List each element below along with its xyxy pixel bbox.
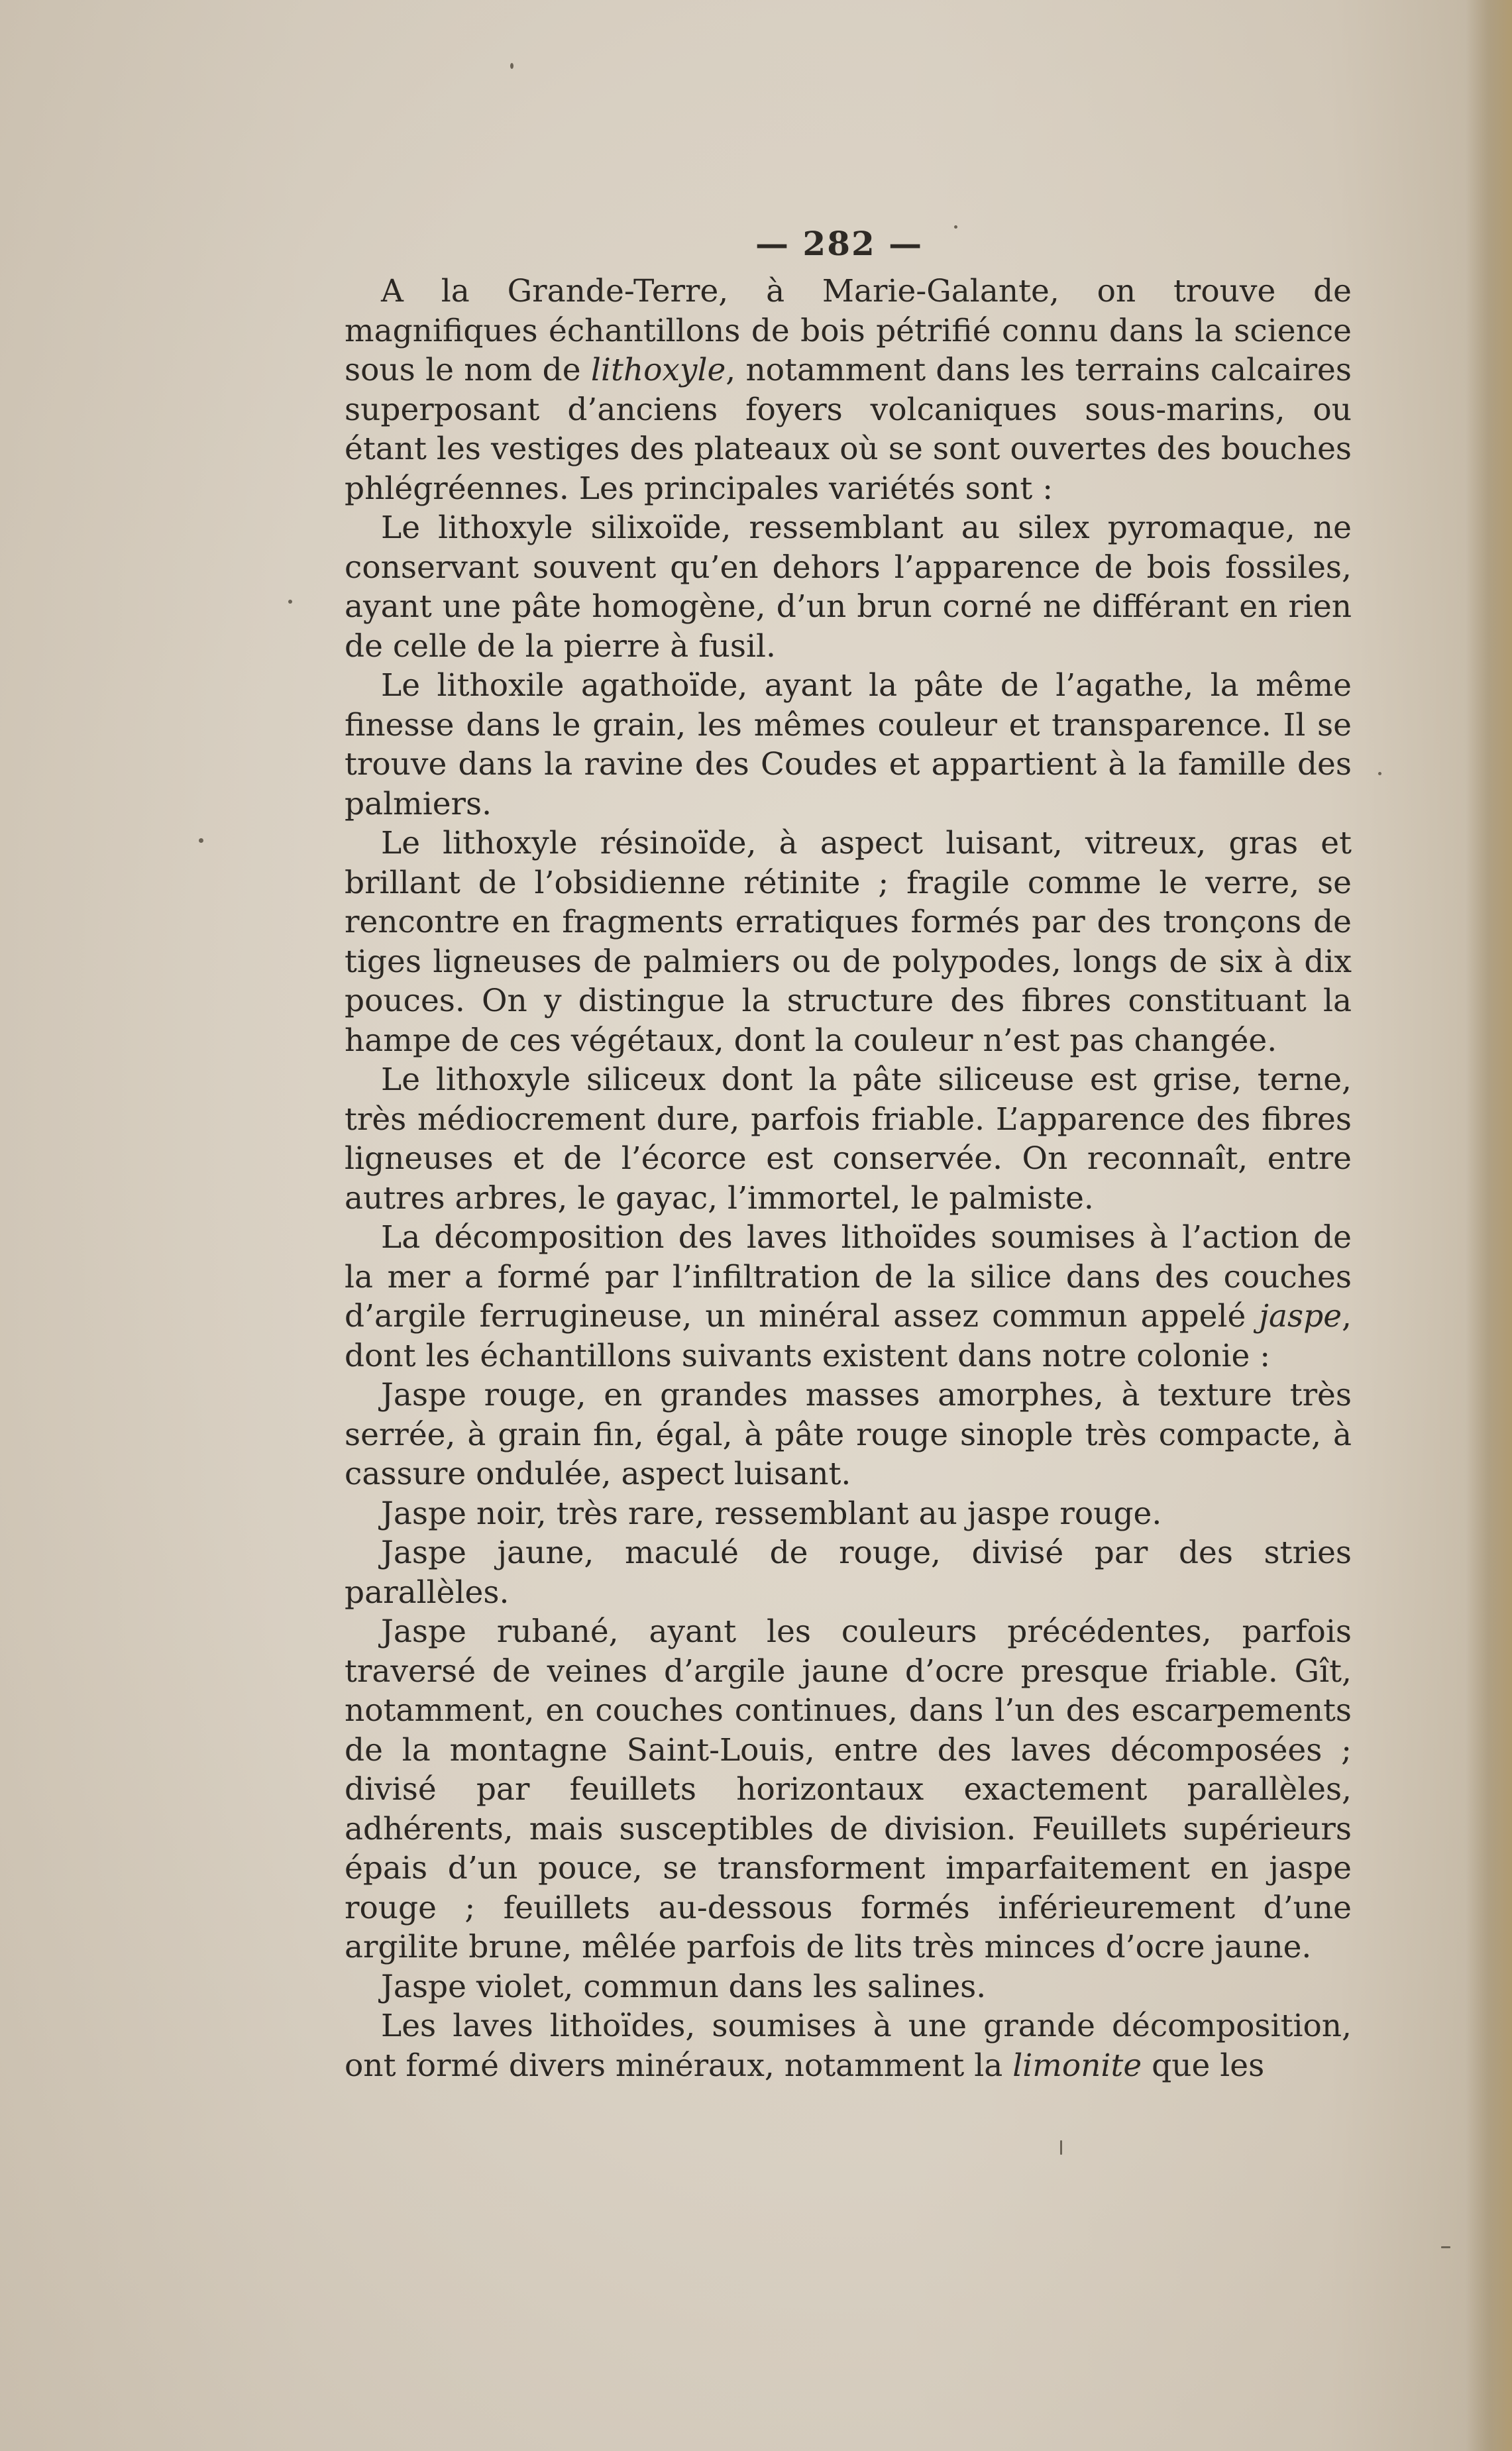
paper-speck bbox=[1441, 2246, 1450, 2248]
paragraph bbox=[345, 1376, 1352, 1494]
body-text bbox=[345, 272, 1352, 2085]
paper-speck bbox=[199, 838, 203, 843]
text-segment: Jaspe jaune, maculé de rouge, divisé par des stries parallèles. bbox=[345, 1535, 1352, 1611]
text-segment: Le lithoxyle siliceux dont la pâte siliceuse est grise, terne, très médiocrement dure, parfois friable. L’apparence des fibres ligneuses et de l’écorce est conservée. On reconnaît, entre autres arbres, le gayac, l’immortel, le palmiste. bbox=[345, 1062, 1352, 1217]
page-number: — 282 — bbox=[755, 224, 924, 263]
paragraph bbox=[345, 824, 1352, 1060]
paragraph bbox=[345, 1533, 1352, 1612]
text-segment: A la Grande-Terre, à Marie-Galante, on trouve de magnifiques échantillons de bois pétrifié connu dans la science sous le nom de bbox=[345, 273, 1352, 388]
paper-speck bbox=[510, 63, 513, 69]
paragraph bbox=[345, 2006, 1352, 2085]
paper-speck bbox=[1378, 772, 1381, 775]
paragraph bbox=[345, 272, 1352, 508]
italic-term: limonite bbox=[1012, 2047, 1142, 2084]
page-edge-shadow bbox=[1466, 0, 1512, 2451]
paragraph bbox=[345, 508, 1352, 666]
text-segment: Le lithoxyle résinoïde, à aspect luisant, vitreux, gras et brillant de l’obsidienne rétinite ; fragile comme le verre, se rencontre en fragments erratiques formés par des tronçons de tiges ligneuses de palmiers ou de polypodes, longs de six à dix pouces. On y distingue la structure des fibres constituant la hampe de ces végétaux, dont la couleur n’est pas changée. bbox=[345, 825, 1352, 1059]
paragraph bbox=[345, 1612, 1352, 1967]
text-segment: Jaspe noir, très rare, ressemblant au jaspe rouge. bbox=[381, 1495, 1162, 1532]
paper-speck bbox=[288, 600, 292, 604]
paragraph bbox=[345, 1494, 1352, 1534]
text-segment: , notamment dans les terrains calcaires superposant d’anciens foyers volcaniques sous-marins, ou étant les vestiges des plateaux où se sont ouvertes des bouches phlégréennes. Les principales variétés sont : bbox=[345, 352, 1352, 507]
italic-term: jaspe bbox=[1259, 1298, 1342, 1334]
text-segment: Jaspe rouge, en grandes masses amorphes, à texture très serrée, à grain fin, égal, à pâte rouge sinople très compacte, à cassure ondulée, aspect luisant. bbox=[345, 1377, 1352, 1492]
text-segment: Le lithoxyle silixoïde, ressemblant au silex pyromaque, ne conservant souvent qu’en dehors l’apparence de bois fossiles, ayant une pâte homogène, d’un brun corné ne différant en rien de celle de la pierre à fusil. bbox=[345, 510, 1352, 665]
text-segment: que les bbox=[1142, 2047, 1265, 2084]
text-segment: Les laves lithoïdes, soumises à une grande décomposition, ont formé divers minéraux, notamment la bbox=[345, 2008, 1352, 2084]
paper-speck bbox=[1060, 2140, 1062, 2155]
italic-term: lithoxyle bbox=[590, 352, 726, 388]
text-segment: Le lithoxile agathoïde, ayant la pâte de l’agathe, la même finesse dans le grain, les mêmes couleur et transparence. Il se trouve dans la ravine des Coudes et appartient à la famille des palmiers. bbox=[345, 667, 1352, 822]
paragraph bbox=[345, 1218, 1352, 1376]
text-segment: La décomposition des laves lithoïdes soumises à l’action de la mer a formé par l’infiltration de la silice dans des couches d’argile ferrugineuse, un minéral assez commun appelé bbox=[345, 1219, 1352, 1334]
paragraph bbox=[345, 1060, 1352, 1218]
text-segment: , dont les échantillons suivants existent dans notre colonie : bbox=[345, 1298, 1352, 1374]
text-segment: Jaspe rubané, ayant les couleurs précédentes, parfois traversé de veines d’argile jaune d’ocre presque friable. Gît, notamment, en couches continues, dans l’un des escarpements de la montagne Saint-Louis, entre des laves décomposées ; divisé par feuillets horizontaux exactement parallèles, adhérents, mais susceptibles de division. Feuillets supérieurs épais d’un pouce, se transforment imparfaitement en jaspe rouge ; feuillets au-dessous formés inférieurement d’une argilite brune, mêlée parfois de lits très minces d’ocre jaune. bbox=[345, 1613, 1352, 1965]
paragraph bbox=[345, 1967, 1352, 2007]
paper-speck bbox=[954, 225, 957, 229]
text-segment: Jaspe violet, commun dans les salines. bbox=[381, 1968, 987, 2005]
paragraph bbox=[345, 666, 1352, 824]
